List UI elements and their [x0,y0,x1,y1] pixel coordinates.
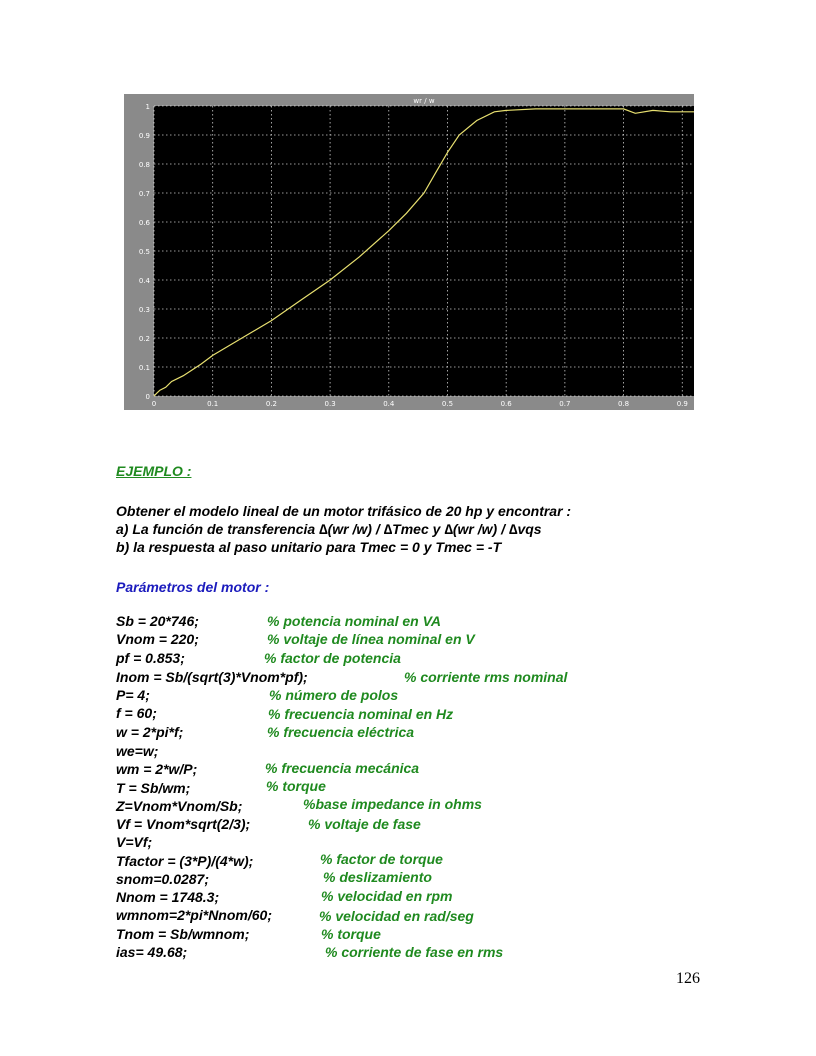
code-stmt-12: V=Vf; [116,834,153,850]
code-comment-8: % frecuencia mecánica [265,760,420,776]
code-comment-2: % factor de potencia [264,650,401,666]
x-tick-label: 0.9 [676,400,688,408]
code-stmt-8: wm = 2*w/P; [116,761,198,777]
code-stmt-15: Nnom = 1748.3; [116,889,220,905]
code-stmt-3: Inom = Sb/(sqrt(3)*Vnom*pf); [116,669,308,685]
y-tick-label: 0.4 [138,277,150,285]
code-comment-17: % torque [321,926,381,942]
code-stmt-0: Sb = 20*746; [116,613,199,629]
code-stmt-5: f = 60; [116,705,157,721]
code-stmt-14: snom=0.0287; [116,871,209,887]
code-comment-4: % número de polos [269,687,399,703]
code-comment-6: % frecuencia eléctrica [267,724,415,740]
intro-line-3: b) la respuesta al paso unitario para Tmec = 0 y Tmec = -T [116,539,502,555]
y-tick-label: 0.6 [138,219,150,227]
code-comment-1: % voltaje de línea nominal en V [267,631,475,647]
code-stmt-10: Z=Vnom*Vnom/Sb; [116,798,243,814]
y-tick-label: 0.1 [138,364,150,372]
code-stmt-9: T = Sb/wm; [116,780,191,796]
y-tick-label: 1 [145,103,150,111]
y-tick-label: 0.3 [138,306,150,314]
code-stmt-4: P= 4; [116,687,150,703]
code-comment-16: % velocidad en rad/seg [319,908,474,924]
x-tick-label: 0 [151,400,157,408]
code-stmt-11: Vf = Vnom*sqrt(2/3); [116,816,251,832]
code-comment-3: % corriente rms nominal [404,669,568,685]
x-tick-label: 0.6 [500,400,512,408]
code-comment-13: % factor de torque [320,851,443,867]
code-stmt-13: Tfactor = (3*P)/(4*w); [116,853,254,869]
params-title: Parámetros del motor : [116,579,270,595]
page-number: 126 [676,970,700,987]
y-tick-label: 0.2 [138,335,150,343]
example-heading: EJEMPLO : [116,463,192,479]
code-comment-5: % frecuencia nominal en Hz [268,706,454,722]
code-comment-10: %base impedance in ohms [303,796,482,812]
code-comment-11: % voltaje de fase [308,816,421,832]
scope-plot [124,94,694,410]
code-stmt-2: pf = 0.853; [116,650,185,666]
code-stmt-18: ias= 49.68; [116,944,188,960]
y-tick-label: 0.8 [138,161,150,169]
code-comment-9: % torque [266,778,326,794]
code-comment-14: % deslizamiento [323,869,432,885]
code-stmt-6: w = 2*pi*f; [116,724,184,740]
y-tick-label: 0.7 [138,190,150,198]
x-tick-label: 0.5 [441,400,454,408]
x-tick-label: 0.8 [617,400,630,408]
plot-svg [124,94,694,410]
x-tick-label: 0.2 [265,400,277,408]
code-comment-0: % potencia nominal en VA [267,613,441,629]
code-stmt-17: Tnom = Sb/wmnom; [116,926,250,942]
code-stmt-1: Vnom = 220; [116,631,199,647]
intro-line-1: Obtener el modelo lineal de un motor trifásico de 20 hp y encontrar : [116,503,572,519]
code-comment-18: % corriente de fase en rms [325,944,504,960]
code-stmt-7: we=w; [116,743,159,759]
x-tick-label: 0.7 [559,400,571,408]
y-tick-label: 0.5 [138,248,150,256]
code-comment-15: % velocidad en rpm [321,888,453,904]
x-tick-label: 0.4 [383,400,395,408]
y-tick-label: 0.9 [138,132,150,140]
y-tick-label: 0 [145,393,150,401]
code-stmt-16: wmnom=2*pi*Nnom/60; [116,907,272,923]
x-tick-label: 0.1 [207,400,219,408]
x-tick-label: 0.3 [324,400,336,408]
intro-line-2: a) La función de transferencia ∆(wr /w) / ∆Tmec y ∆(wr /w) / ∆vqs [116,521,542,537]
plot-title: wr / w [413,97,435,105]
